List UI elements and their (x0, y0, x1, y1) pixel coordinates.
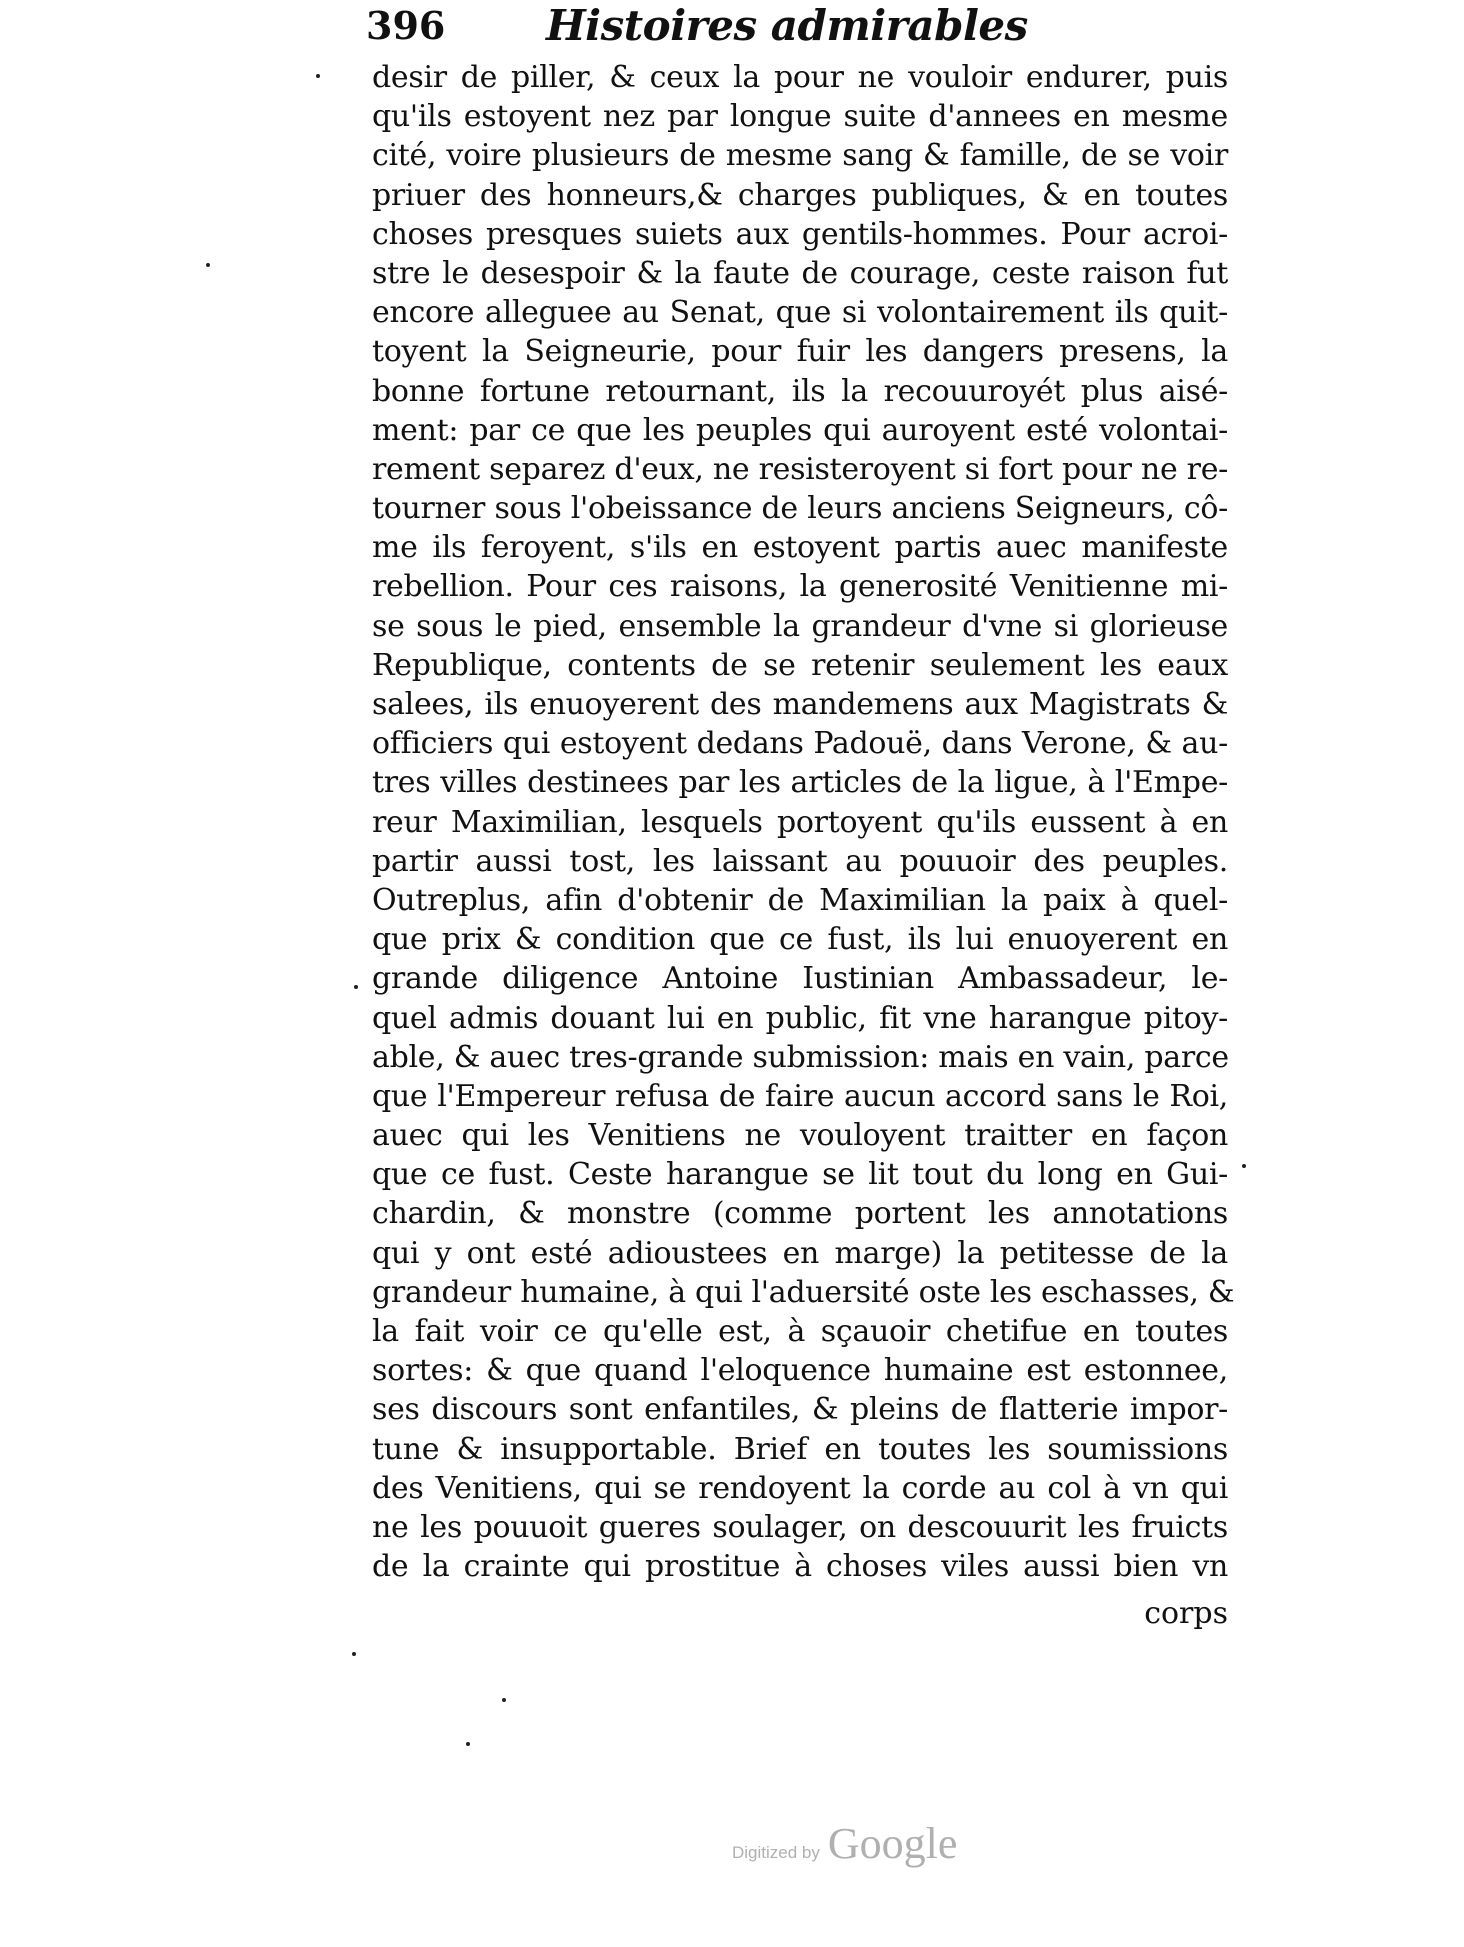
text-line: desir de piller, & ceux la pour ne vouloir endurer, puis (372, 60, 1228, 95)
text-line: tune & insupportable. Brief en toutes les soumissions (372, 1431, 1228, 1467)
text-line: qu'ils estoyent nez par longue suite d'annees en mesme (372, 99, 1228, 135)
text-line: la fait voir ce qu'elle est, à sçauoir chetifue en toutes (372, 1314, 1228, 1349)
text-line: toyent la Seigneurie, pour fuir les dangers presens, la (372, 334, 1228, 370)
text-line: auec qui les Venitiens ne vouloyent traitter en façon (372, 1118, 1228, 1154)
text-line: que prix & condition que ce fust, ils lui enuoyerent en (372, 922, 1228, 958)
text-line: reur Maximilian, lesquels portoyent qu'ils eussent à en (372, 804, 1228, 840)
text-line: Republique, contents de se retenir seulement les eaux (372, 647, 1228, 683)
text-line: salees, ils enuoyerent des mandemens aux Magistrats & (372, 687, 1228, 722)
digitization-watermark (732, 1818, 957, 1878)
text-line: grandeur humaine, à qui l'aduersité oste les eschasses, & (372, 1274, 1235, 1310)
text-line: des Venitiens, qui se rendoyent la corde au col à vn qui (372, 1470, 1228, 1506)
text-line: que l'Empereur refusa de faire aucun accord sans le Roi, (372, 1078, 1228, 1114)
text-line: que ce fust. Ceste harangue se lit tout du long en Gui- (372, 1157, 1228, 1193)
scan-speck (316, 74, 320, 78)
text-line: stre le desespoir & la faute de courage, ceste raison fut (372, 255, 1228, 291)
text-line: sortes: & que quand l'eloquence humaine est estonnee, (372, 1353, 1228, 1389)
text-line: choses presques suiets aux gentils-hommes. Pour acroi- (372, 216, 1228, 252)
text-line: ment: par ce que les peuples qui auroyent esté volontai- (372, 412, 1228, 448)
scan-speck (502, 1698, 506, 1702)
text-line: se sous le pied, ensemble la grandeur d'vne si glorieuse (372, 608, 1228, 644)
scan-speck (466, 1742, 470, 1746)
scan-speck (1242, 1164, 1246, 1168)
watermark-prefix: Digitized by (732, 1843, 820, 1862)
text-line: rebellion. Pour ces raisons, la generosité Venitienne mi- (372, 569, 1228, 605)
text-line: rement separez d'eux, ne resisteroyent si fort pour ne re- (372, 451, 1228, 487)
text-line: tres villes destinees par les articles de la ligue, à l'Empe- (372, 765, 1228, 801)
text-line: de la crainte qui prostitue à choses viles aussi bien vn (372, 1549, 1228, 1585)
text-line: able, & auec tres-grande submission: mais en vain, parce (372, 1039, 1229, 1075)
text-line: me ils feroyent, s'ils en estoyent partis auec manifeste (372, 530, 1228, 566)
text-line: ses discours sont enfantiles, & pleins de flatterie impor- (372, 1392, 1228, 1428)
text-line: ne les pouuoit gueres soulager, on descouurit les fruicts (372, 1509, 1228, 1545)
text-line: officiers qui estoyent dedans Padouë, dans Verone, & au- (372, 726, 1228, 762)
text-line: grande diligence Antoine Iustinian Ambassadeur, le- (372, 961, 1228, 997)
page-header (366, 2, 1226, 50)
text-line: qui y ont esté adioustees en marge) la petitesse de la (372, 1235, 1228, 1271)
text-line: priuer des honneurs,& charges publiques, & en toutes (372, 177, 1228, 213)
text-line: bonne fortune retournant, ils la recouuroyét plus aisé- (372, 373, 1228, 409)
text-line: encore alleguee au Senat, que si volontairement ils quit- (372, 295, 1228, 331)
text-line: quel admis douant lui en public, fit vne harangue pitoy- (372, 1000, 1228, 1036)
text-line: chardin, & monstre (comme portent les annotations (372, 1196, 1228, 1232)
text-line: partir aussi tost, les laissant au pouuoir des peuples. (372, 843, 1228, 879)
text-line: Outreplus, afin d'obtenir de Maximilian la paix à quel- (372, 882, 1228, 918)
text-line: tourner sous l'obeissance de leurs anciens Seigneurs, cô- (372, 491, 1228, 527)
text-line: cité, voire plusieurs de mesme sang & famille, de se voir (372, 138, 1228, 174)
running-title: Histoires admirables (546, 1, 1028, 50)
scan-speck (354, 985, 358, 989)
body-text (372, 58, 1235, 1586)
scan-speck (206, 263, 210, 267)
page-number: 396 (366, 3, 446, 48)
catchword: corps (1144, 1596, 1228, 1631)
scan-speck (352, 1652, 356, 1656)
google-logo: Google (827, 1819, 958, 1868)
